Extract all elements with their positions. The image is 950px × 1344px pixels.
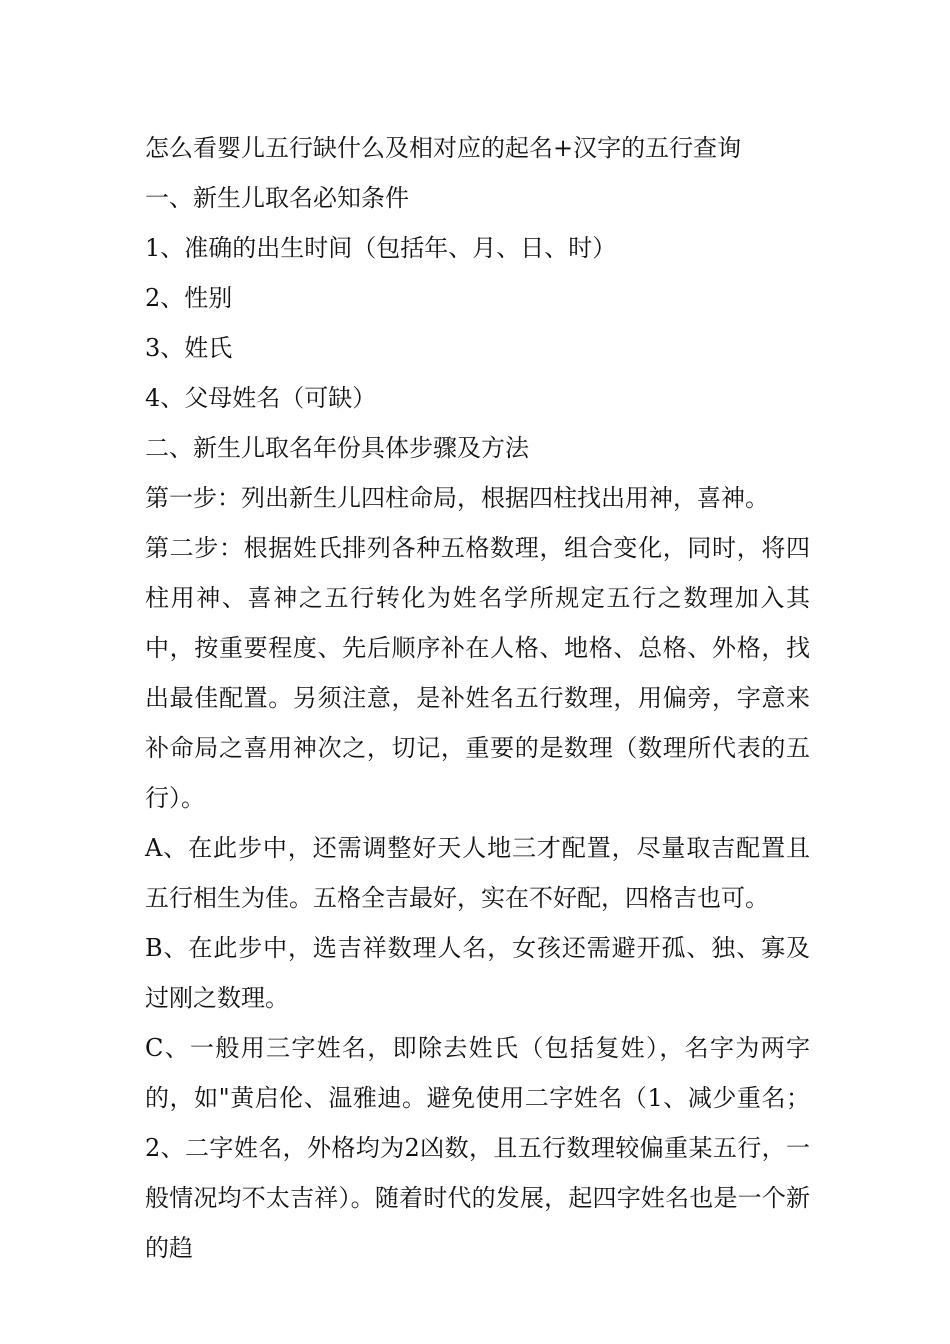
point-c-paragraph: C、一般用三字姓名，即除去姓氏（包括复姓），名字为两字的，如"黄启伦、温雅迪。避免使用二字姓名（1、减少重名；2、二字姓名，外格均为2凶数，且五行数理较偏重某五行，一般情况均不太吉祥）。随着时代的发展，起四字姓名也是一个新的趋 xyxy=(145,1034,810,1262)
document-title: 怎么看婴儿五行缺什么及相对应的起名+汉字的五行查询 xyxy=(145,134,742,162)
document-body xyxy=(145,123,810,1273)
section-heading-1: 一、新生儿取名必知条件 xyxy=(145,184,409,212)
step-two-paragraph: 第二步：根据姓氏排列各种五格数理，组合变化，同时，将四柱用神、喜神之五行转化为姓名学所规定五行之数理加入其中，按重要程度、先后顺序补在人格、地格、总格、外格，找出最佳配置。另须注意，是补姓名五行数理，用偏旁，字意来补命局之喜用神次之，切记，重要的是数理（数理所代表的五行）。 xyxy=(145,534,810,812)
section-heading-2: 二、新生儿取名年份具体步骤及方法 xyxy=(145,434,529,462)
point-b-paragraph: B、在此步中，选吉祥数理人名，女孩还需避开孤、独、寡及过刚之数理。 xyxy=(145,934,810,1012)
list-item-1: 1、准确的出生时间（包括年、月、日、时） xyxy=(145,234,617,262)
point-a-paragraph: A、在此步中，还需调整好天人地三才配置，尽量取吉配置且五行相生为佳。五格全吉最好，实在不好配，四格吉也可。 xyxy=(145,834,810,912)
list-item-2: 2、性别 xyxy=(145,284,233,312)
list-item-4: 4、父母姓名（可缺） xyxy=(145,384,377,412)
list-item-3: 3、姓氏 xyxy=(145,334,233,362)
step-one-paragraph: 第一步：列出新生儿四柱命局，根据四柱找出用神，喜神。 xyxy=(145,484,769,512)
